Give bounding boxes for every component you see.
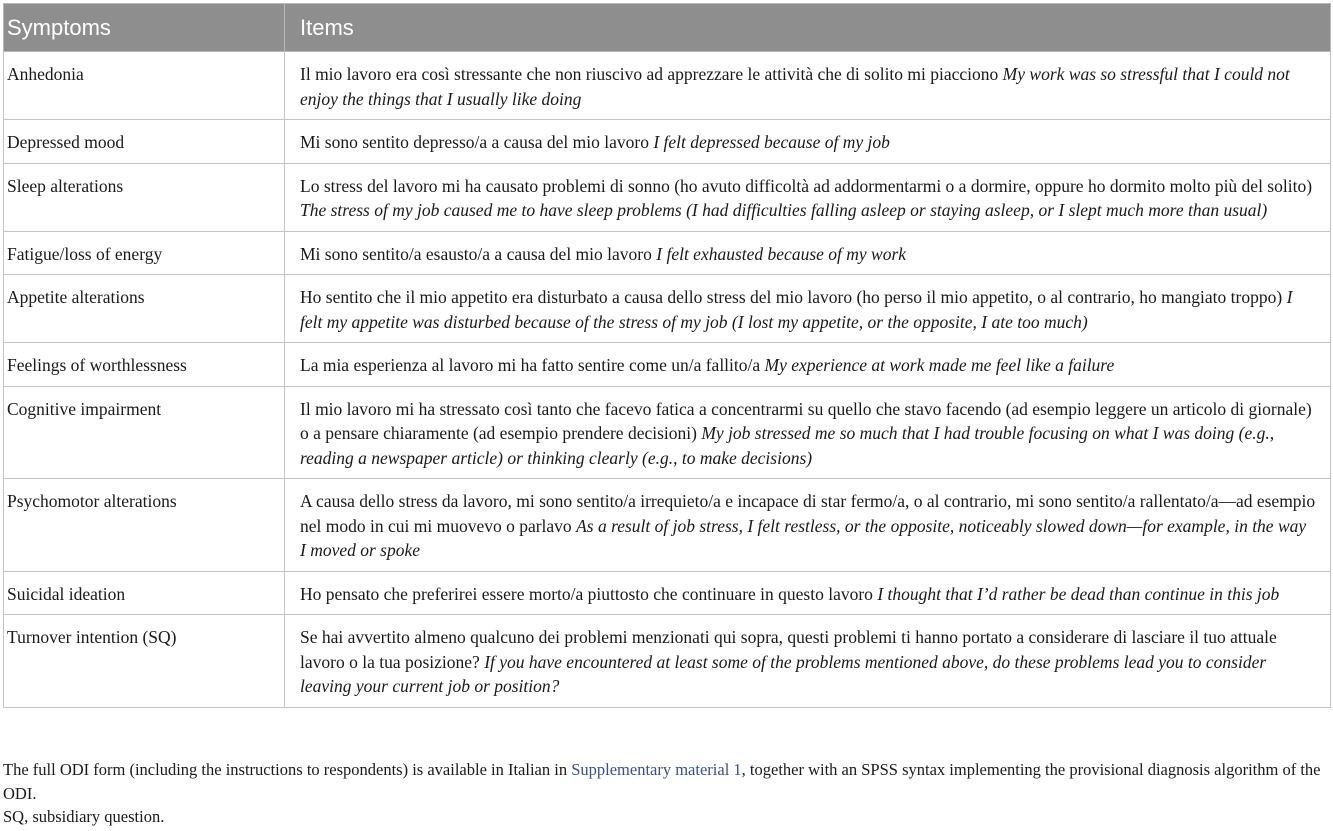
table-row: [4, 479, 1331, 572]
symptom-cell: Anhedonia: [4, 52, 285, 120]
table-row: [4, 163, 1331, 231]
item-italian: Se hai avvertito almeno qualcuno dei problemi menzionati qui sopra, questi problemi ti hanno portato a considerare di lasciare il tuo attuale lavoro o la tua posizione?: [300, 627, 1277, 672]
item-cell: [285, 615, 1331, 708]
footnote-sq-abbreviation: SQ, subsidiary question.: [3, 807, 165, 826]
item-italian: A causa dello stress da lavoro, mi sono sentito/a irrequieto/a e incapace di star fermo/a, o al contrario, mi sono sentito/a rallentato/a—ad esempio nel modo in cui mi muovevo o parlavo: [300, 491, 1316, 536]
table-row: [4, 571, 1331, 615]
item-italian: Ho pensato che preferirei essere morto/a piuttosto che continuare in questo lavoro: [300, 583, 873, 604]
item-english: As a result of job stress, I felt restless, or the opposite, noticeably slowed down—for example, in the way I moved or spoke: [300, 515, 1307, 560]
item-cell: [285, 52, 1331, 120]
table-footnotes: [3, 758, 1329, 829]
item-cell: [285, 479, 1331, 572]
item-cell: [285, 120, 1331, 164]
item-italian: Il mio lavoro mi ha stressato così tanto che facevo fatica a concentrarmi su quello che stavo facendo (ad esempio leggere un articolo di giornale) o a pensare chiaramente (ad esempio prendere decisioni): [300, 398, 1312, 443]
header-row: [4, 4, 1331, 52]
symptom-cell: Depressed mood: [4, 120, 285, 164]
symptom-cell: Turnover intention (SQ): [4, 615, 285, 708]
item-italian: La mia esperienza al lavoro mi ha fatto sentire come un/a fallito/a: [300, 355, 761, 375]
symptom-cell: Suicidal ideation: [4, 571, 285, 615]
table-row: [4, 120, 1331, 164]
table-header: [4, 4, 1331, 52]
symptom-cell: Cognitive impairment: [4, 386, 285, 479]
item-english: I felt depressed because of my job: [653, 132, 890, 152]
footnote-odi-form: [3, 758, 1329, 805]
footnote-text-end: , together with an SPSS syntax implementing the provisional diagnosis algorithm of the ODI.: [3, 760, 1321, 803]
item-english: The stress of my job caused me to have sleep problems (I had difficulties falling asleep or staying asleep, or I slept much more than usual): [300, 200, 1268, 220]
table-row: [4, 52, 1331, 120]
header-symptoms: Symptoms: [4, 4, 285, 52]
item-english: I felt exhausted because of my work: [656, 243, 907, 264]
item-italian: Ho sentito che il mio appetito era disturbato a causa dello stress del mio lavoro (ho perso il mio appetito, o al contrario, ho mangiato troppo): [300, 287, 1283, 307]
table-body: [4, 52, 1331, 708]
symptom-cell: Appetite alterations: [4, 275, 285, 343]
table-row: [4, 615, 1331, 708]
item-cell: [285, 163, 1331, 231]
symptom-cell: Psychomotor alterations: [4, 479, 285, 572]
header-items: Items: [285, 4, 1331, 52]
item-english: I felt my appetite was disturbed because of the stress of my job (I lost my appetite, or the opposite, I ate too much): [300, 287, 1293, 332]
item-english: My job stressed me so much that I had trouble focusing on what I was doing (e.g., reading a newspaper article) or thinking clearly (e.g., to make decisions): [300, 423, 1275, 468]
item-cell: [285, 386, 1331, 479]
table-row: [4, 275, 1331, 343]
item-cell: [285, 571, 1331, 615]
footnote-text-start: The full ODI form (including the instructions to respondents) is available in Italian in: [3, 760, 572, 779]
table-row: [4, 231, 1331, 275]
table-row: [4, 386, 1331, 479]
item-english: I thought that I’d rather be dead than continue in this job: [877, 583, 1280, 604]
table-row: [4, 343, 1331, 387]
item-english: If you have encountered at least some of the problems mentioned above, do these problems lead you to consider leaving your current job or position?: [300, 651, 1267, 696]
item-italian: Mi sono sentito depresso/a a causa del mio lavoro: [300, 132, 649, 152]
item-english: My work was so stressful that I could not enjoy the things that I usually like doing: [300, 64, 1290, 109]
symptom-cell: Feelings of worthlessness: [4, 343, 285, 387]
item-cell: [285, 275, 1331, 343]
symptom-cell: Sleep alterations: [4, 163, 285, 231]
item-italian: Lo stress del lavoro mi ha causato problemi di sonno (ho avuto difficoltà ad addormentarmi o a dormire, oppure ho dormito molto più del solito): [300, 175, 1313, 196]
item-italian: Mi sono sentito/a esausto/a a causa del mio lavoro: [300, 243, 652, 264]
item-cell: [285, 231, 1331, 275]
item-cell: [285, 343, 1331, 387]
symptoms-table-container: [3, 3, 1330, 708]
symptoms-items-table: [3, 3, 1331, 708]
symptom-cell: Fatigue/loss of energy: [4, 231, 285, 275]
supplementary-material-link[interactable]: Supplementary material 1: [571, 760, 742, 779]
item-italian: Il mio lavoro era così stressante che non riuscivo ad apprezzare le attività che di solito mi piacciono: [300, 64, 999, 84]
item-english: My experience at work made me feel like a failure: [764, 355, 1115, 375]
